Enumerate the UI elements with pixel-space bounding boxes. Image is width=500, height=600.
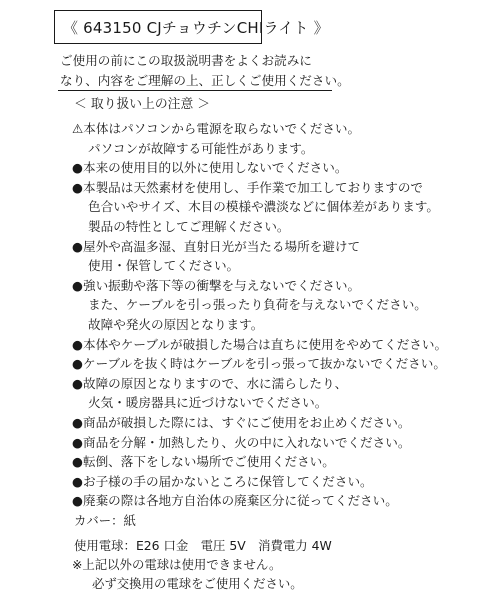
product-title-text: 《 643150 CJチョウチンCHIライト 》 — [63, 18, 329, 37]
caution-line: ⚠本体はパソコンから電源を取らないでください。 — [72, 121, 361, 136]
caution-line: ●廃棄の際は各地方自治体の廃棄区分に従ってください。 — [72, 493, 398, 509]
intro-text — [60, 52, 480, 91]
caution-item — [72, 119, 492, 158]
caution-item — [72, 413, 492, 433]
caution-line: ●本来の使用目的以外に使用しないでください。 — [72, 160, 348, 176]
caution-line: ●商品を分解・加熱したり、火の中に入れないでください。 — [72, 434, 411, 450]
intro-underline — [58, 90, 332, 91]
caution-line: ●本体やケーブルが破損した場合は直ちに使用をやめてください。 — [72, 336, 448, 352]
caution-item — [72, 452, 492, 472]
spec-bulb: 使用電球：E26 口金 電圧 5V 消費電力 4W — [74, 538, 332, 553]
caution-line: ●強い振動や落下等の衝撃を与えないでください。 — [72, 277, 361, 293]
caution-line: 火気・暖房器具に近づけないでください。 — [88, 395, 328, 411]
caution-item — [72, 178, 492, 237]
product-title — [54, 10, 329, 44]
caution-line: ●転倒、落下をしない場所でご使用ください。 — [72, 454, 335, 470]
caution-item — [72, 276, 492, 335]
caution-item — [72, 433, 492, 453]
caution-item — [72, 237, 492, 276]
caution-item — [72, 335, 492, 355]
spec-cover: カバー：紙 — [74, 513, 136, 528]
spec-bulb-note: 必ず交換用の電球をご使用ください。 — [92, 576, 303, 591]
caution-line: また、ケーブルを引っ張ったり負荷を与えないでください。 — [88, 297, 427, 313]
section-heading: ＜ 取り扱い上の注意 ＞ — [74, 97, 211, 112]
caution-line: ●屋外や高温多湿、直射日光が当たる場所を避けて — [72, 238, 361, 254]
caution-line: 製品の特性としてご理解ください。 — [88, 218, 290, 234]
caution-line: 故障や発火の原因となります。 — [88, 316, 264, 332]
caution-line: ●商品が破損した際には、すぐにご使用をお止めください。 — [72, 414, 411, 430]
caution-list — [72, 119, 492, 511]
caution-item — [72, 472, 492, 492]
caution-line: ●本製品は天然素材を使用し、手作業で加工しておりますので — [72, 179, 424, 195]
intro-line: ご使用の前にこの取扱説明書をよくお読みに — [60, 53, 312, 68]
spec-bulb-note: ※上記以外の電球は使用できません。 — [72, 557, 282, 572]
caution-line: ●故障の原因となりますので、水に濡らしたり、 — [72, 375, 348, 391]
intro-line: なり、内容をご理解の上、正しくご使用ください。 — [60, 72, 350, 88]
caution-item — [72, 158, 492, 178]
caution-item — [72, 491, 492, 511]
caution-item — [72, 374, 492, 413]
caution-item — [72, 354, 492, 374]
caution-line: ●ケーブルを抜く時はケーブルを引っ張って抜かないでください。 — [72, 356, 446, 372]
caution-line: パソコンが故障する可能性があります。 — [88, 140, 314, 156]
caution-line: 使用・保管してください。 — [88, 258, 240, 274]
caution-line: ●お子様の手の届かないところに保管してください。 — [72, 473, 373, 489]
caution-line: 色合いやサイズ、木目の模様や濃淡などに個体差があります。 — [88, 199, 439, 215]
